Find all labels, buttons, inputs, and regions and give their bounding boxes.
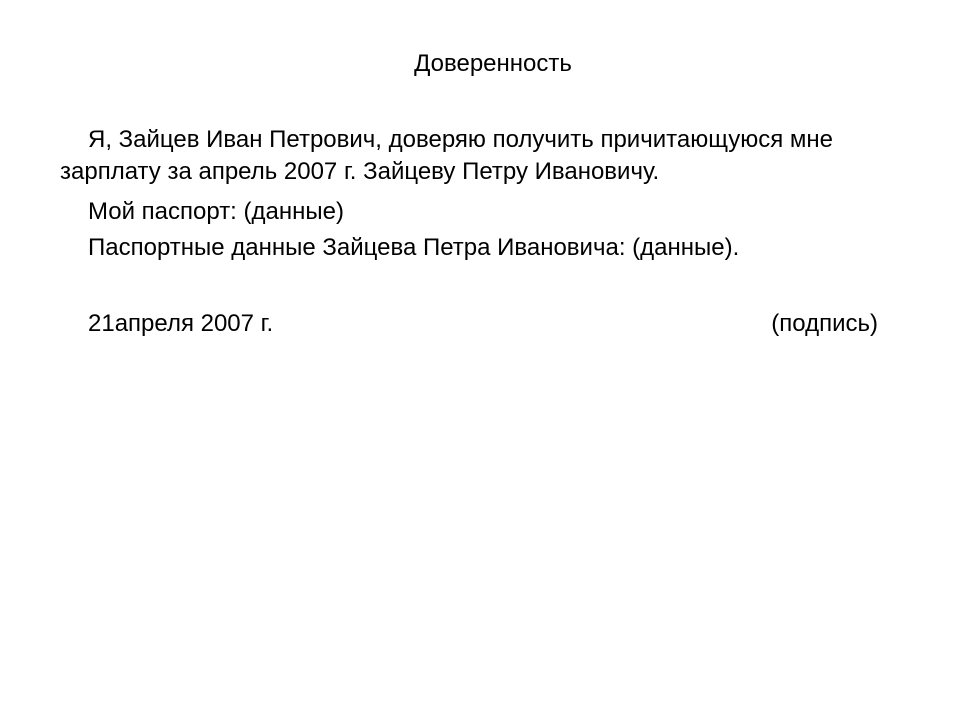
document-date: 21апреля 2007 г. xyxy=(88,310,274,337)
authorization-paragraph: Я, Зайцев Иван Петрович, доверяю получить причитающуюся мне зарплату за апрель 2007 г. Зайцеву Петру Ивановичу. xyxy=(60,126,833,185)
proxy-passport-paragraph: Паспортные данные Зайцева Петра Ивановича: (данные). xyxy=(88,234,740,261)
signature-placeholder: (подпись) xyxy=(771,310,878,337)
own-passport-paragraph: Мой паспорт: (данные) xyxy=(88,198,344,225)
document-title: Доверенность xyxy=(414,50,572,77)
